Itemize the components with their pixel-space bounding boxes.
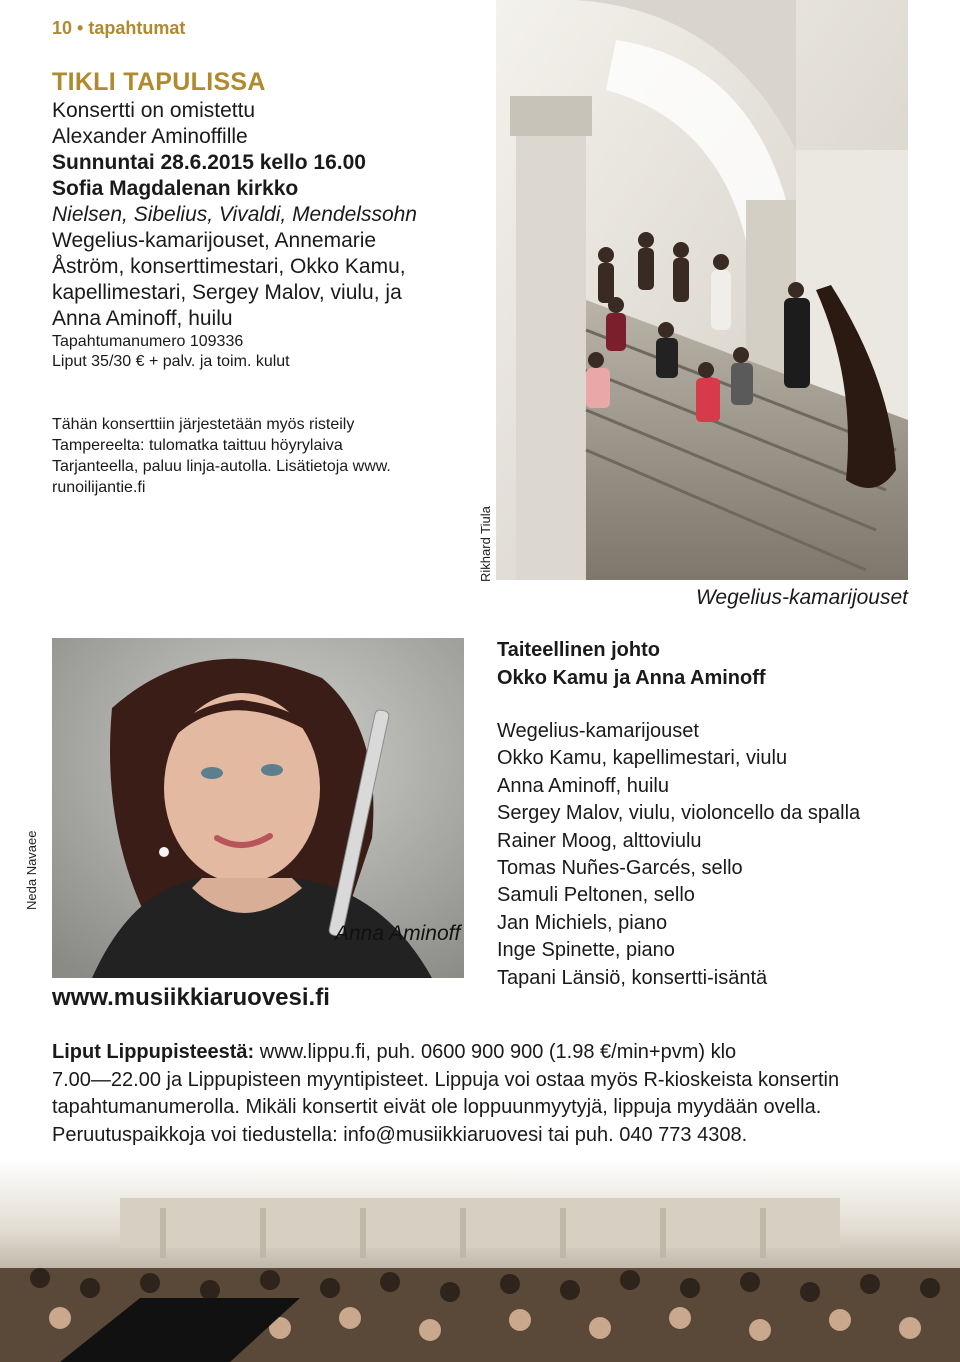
event-venue: Sofia Magdalenan kirkko xyxy=(52,177,299,200)
event-date: Sunnuntai 28.6.2015 kello 16.00 xyxy=(52,151,366,174)
tickets-label: Liput Lippupisteestä: xyxy=(52,1041,255,1063)
performer-item: Inge Spinette, piano xyxy=(497,939,675,962)
artistic-direction xyxy=(497,636,766,692)
ensemble-photo-illustration xyxy=(496,0,908,580)
direction-line-2: Okko Kamu ja Anna Aminoff xyxy=(497,667,766,689)
performer-item: Okko Kamu, kapellimestari, viulu xyxy=(497,747,788,770)
cruise-line-1: Tähän konserttiin järjestetään myös risteily xyxy=(52,416,355,433)
photo-credit-tiula: Rikhard Tiula xyxy=(478,506,493,582)
event-title: TIKLI TAPULISSA xyxy=(52,68,266,96)
concert-hall-photo xyxy=(0,1158,960,1362)
event-dedication-2: Alexander Aminoffille xyxy=(52,125,248,148)
event-performers-3: kapellimestari, Sergey Malov, viulu, ja xyxy=(52,281,402,304)
ensemble-caption: Wegelius-kamarijouset xyxy=(695,586,908,609)
event-performers-1: Wegelius-kamarijouset, Annemarie xyxy=(52,229,377,252)
tickets-line-4: Peruutuspaikkoja voi tiedustella: info@musiikkiaruovesi tai puh. 040 773 4308. xyxy=(52,1123,748,1146)
event-performers-4: Anna Aminoff, huilu xyxy=(52,307,233,330)
performer-item: Tapani Länsiö, konsertti-isäntä xyxy=(497,966,768,989)
performer-item: Samuli Peltonen, sello xyxy=(497,884,695,907)
event-number: Tapahtumanumero 109336 xyxy=(52,333,244,350)
performer-item: Sergey Malov, viulu, violoncello da spalla xyxy=(497,802,861,825)
cruise-line-2: Tampereelta: tulomatka taittuu höyrylaiva xyxy=(52,437,343,454)
photo-credit-navaee: Neda Navaee xyxy=(24,830,39,910)
tickets-line-2: 7.00—22.00 ja Lippupisteen myyntipisteet. Lippuja voi ostaa myös R-kioskeista konsertin xyxy=(52,1068,840,1091)
tickets-line-1-text: www.lippu.fi, puh. 0600 900 900 (1.98 €/min+pvm) klo xyxy=(254,1041,737,1063)
event-composers: Nielsen, Sibelius, Vivaldi, Mendelssohn xyxy=(52,203,417,226)
performer-item: Wegelius-kamarijouset xyxy=(497,720,699,742)
performer-item: Tomas Nuñes-Garcés, sello xyxy=(497,857,743,880)
event-dedication-1: Konsertti on omistettu xyxy=(52,99,256,122)
performer-item: Rainer Moog, alttoviulu xyxy=(497,829,702,852)
direction-line-1: Taiteellinen johto xyxy=(497,639,660,661)
page-header xyxy=(52,18,185,39)
performer-list xyxy=(497,718,860,992)
website-link[interactable]: www.musiikkiaruovesi.fi xyxy=(52,984,330,1011)
performer-item: Jan Michiels, piano xyxy=(497,911,668,934)
event-performers-2: Åström, konserttimestari, Okko Kamu, xyxy=(52,255,406,278)
cruise-line-4: runoilijantie.fi xyxy=(52,479,146,496)
cruise-info xyxy=(52,414,442,498)
concert-hall-illustration xyxy=(0,1158,960,1362)
page-number: 10 xyxy=(52,18,73,38)
performer-item: Anna Aminoff, huilu xyxy=(497,774,669,797)
tickets-line-1 xyxy=(52,1039,912,1067)
ticket-info xyxy=(52,1039,912,1149)
tickets-line-3: tapahtumanumerolla. Mikäli konsertit eivät ole loppuunmyytyjä, lippuja myydään ovella. xyxy=(52,1096,822,1118)
header-separator: • xyxy=(77,18,84,38)
event-info xyxy=(52,68,472,372)
cruise-line-3: Tarjanteella, paluu linja-autolla. Lisätietoja www. xyxy=(52,458,391,475)
event-prices: Liput 35/30 € + palv. ja toim. kulut xyxy=(52,353,290,370)
ensemble-photo xyxy=(496,0,908,580)
section-name: tapahtumat xyxy=(88,18,186,38)
aminoff-caption: Anna Aminoff xyxy=(335,922,461,945)
